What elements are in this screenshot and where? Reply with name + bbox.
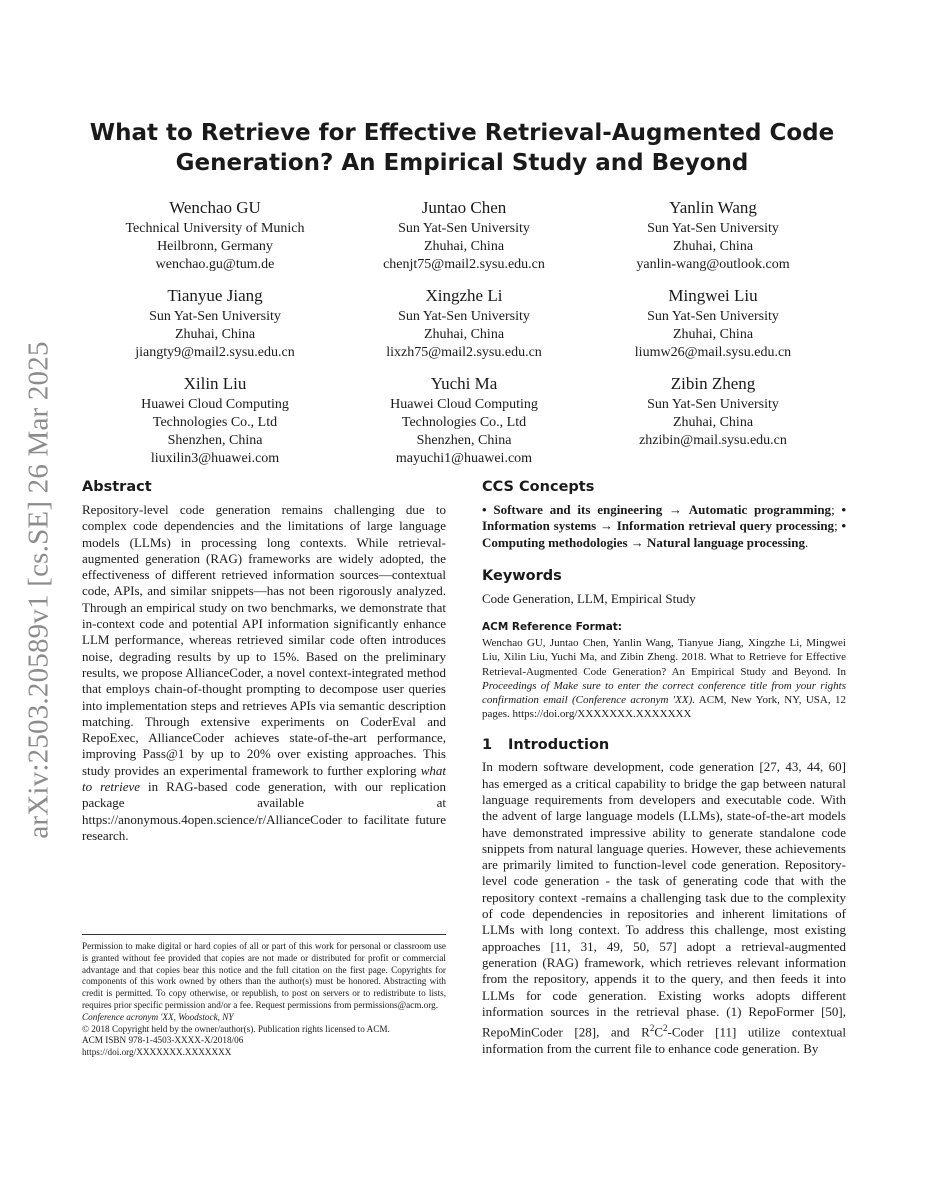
abstract-emphasis: what to retrieve	[82, 762, 446, 795]
author-affiliation: Technologies Co., Ltd	[152, 415, 278, 430]
paper-title	[82, 118, 842, 178]
conference-name: Conference acronym 'XX, Woodstock, NY	[82, 1011, 234, 1022]
author-affiliation: Technologies Co., Ltd	[401, 415, 527, 430]
right-column	[482, 478, 846, 1057]
section-title: Introduction	[508, 737, 610, 754]
author-location: Zhuhai, China	[672, 327, 754, 342]
ccs-term: Information retrieval query processing	[616, 518, 835, 534]
author-email: wenchao.gu@tum.de	[155, 257, 275, 272]
author-email: zhzibin@mail.sysu.edu.cn	[639, 433, 787, 448]
author-affiliation: Sun Yat-Sen University	[647, 397, 779, 412]
author-affiliation: Sun Yat-Sen University	[647, 221, 779, 236]
author-block	[100, 285, 330, 362]
author-location: Zhuhai, China	[423, 239, 505, 254]
author-email: liumw26@mail.sysu.edu.cn	[634, 345, 792, 360]
ccs-term: Information systems	[482, 518, 597, 534]
author-block	[100, 373, 330, 468]
author-affiliation: Huawei Cloud Computing	[390, 397, 538, 412]
arrow-icon: →	[600, 518, 613, 534]
ccs-term: Computing methodologies	[482, 534, 628, 550]
ccs-term: Natural language processing	[647, 534, 805, 550]
title-line-1: What to Retrieve for Effective Retrieval-Augmented Code	[89, 120, 835, 146]
author-name: Wenchao GU	[169, 198, 261, 217]
keywords-heading: Keywords	[482, 567, 562, 584]
intro-text-part: -Coder [11] utilize contextual information from the current file to enhance code generation. By	[482, 1024, 846, 1056]
bullet-icon: •	[841, 518, 846, 534]
reference-text-part: ACM, New York, NY, USA, 12 pages. https://doi.org/XXXXXXX.XXXXXXX	[482, 694, 846, 721]
ccs-term: Software and its engineering	[493, 502, 663, 517]
intro-text-part: C	[654, 1024, 663, 1040]
copyright-line: © 2018 Copyright held by the owner/author(s). Publication rights licensed to ACM.	[82, 1023, 390, 1034]
reference-text-part: Wenchao GU, Juntao Chen, Yanlin Wang, Tianyue Jiang, Xingzhe Li, Mingwei Liu, Xilin Liu, Yuchi Ma, and Zibin Zheng. 2018. What to Retrieve for Effective Retrieval-Augmented Code Generation? An Empirical Study and Beyond. In	[482, 637, 846, 678]
copyright-footnote	[82, 934, 446, 1059]
author-location: Heilbronn, Germany	[157, 239, 273, 254]
abstract-text-part: Repository-level code generation remains challenging due to complex code dependencies and the limitations of large language models (LLMs) in processing long contexts. While retrieval-augmented generation (RAG) frameworks are widely adopted, the effectiveness of different retrieved information sources—contextual code, APIs, and similar snippets—has not been rigorously analyzed. Through an empirical study on two benchmarks, we demonstrate that in-context code and potential API information significantly enhance LLM performance, whereas retrieved similar code often introduces noise, degrading results by up to 15%. Based on the preliminary results, we propose AllianceCoder, a novel context-integrated method that employs chain-of-thought prompting to decompose user queries into implementation steps and retrieves APIs via semantic description matching. Through extensive experiments on CoderEval and RepoExec, AllianceCoder achieves state-of-the-art performance, improving Pass@1 by up to 20% over existing approaches. This study provides an experimental framework to further exploring	[82, 502, 446, 778]
intro-text-part: In modern software development, code generation [27, 43, 44, 60] has emerged as a critical capability to bridge the gap between natural language requirements from developers and executable code. With the advent of large language models (LLMs), state-of-the-art models have demonstrated impressive ability to generate standalone code snippets from natural language queries. However, these achievements are primarily limited to function-level code generation. Repository-level code generation - the task of generating code that with the repository context -remains a challenging task due to the complexity of code dependencies in repositories and inherent limitations of LLMs with long context. To address this challenge, most existing approaches [11, 31, 49, 50, 57] adopt a retrieval-augmented generation (RAG) framework, which retrieves relevant information from the repository, appends it to the query, and then feeds it into LLMs for code generation. Existing works adopts different information sources in the retrieval phase. (1) RepoFormer [50], RepoMinCoder [28], and R	[482, 759, 846, 1040]
ccs-concepts: • Software and its engineering → Automatic programming; • Information systems → Information retrieval query processing; • Computing methodologies → Natural language processing.	[482, 502, 847, 550]
author-affiliation: Sun Yat-Sen University	[149, 309, 281, 324]
abstract-text	[82, 502, 446, 844]
author-block	[349, 197, 579, 274]
author-name: Yanlin Wang	[669, 198, 757, 217]
author-location: Zhuhai, China	[672, 239, 754, 254]
author-location: Zhuhai, China	[174, 327, 256, 342]
author-affiliation: Huawei Cloud Computing	[141, 397, 289, 412]
author-block	[598, 373, 828, 450]
superscript: 2	[663, 1023, 668, 1034]
keywords-text: Code Generation, LLM, Empirical Study	[482, 590, 696, 606]
author-email: yanlin-wang@outlook.com	[636, 257, 790, 272]
author-location: Zhuhai, China	[423, 327, 505, 342]
author-name: Zibin Zheng	[670, 374, 756, 393]
bullet-icon: •	[841, 502, 847, 517]
permission-notice: Permission to make digital or hard copies of all or part of this work for personal or classroom use is granted without fee provided that copies are not made or distributed for profit or commercial advantage and that copies bear this notice and the full citation on the first page. Copyrights for components of this work owned by others than the author(s) must be honored. Abstracting with credit is permitted. To copy otherwise, or republish, to post on servers or to redistribute to lists, requires prior specific permission and/or a fee. Request permissions from permissions@acm.org.	[82, 941, 446, 1010]
bullet-icon: •	[482, 502, 487, 517]
author-block	[598, 197, 828, 274]
author-name: Tianyue Jiang	[167, 286, 263, 305]
author-affiliation: Sun Yat-Sen University	[398, 309, 530, 324]
author-name: Xilin Liu	[183, 374, 247, 393]
section-number: 1	[482, 737, 493, 754]
title-line-2: Generation? An Empirical Study and Beyond	[175, 150, 749, 176]
author-location: Shenzhen, China	[416, 433, 512, 448]
author-location: Zhuhai, China	[672, 415, 754, 430]
author-block	[349, 285, 579, 362]
ccs-heading: CCS Concepts	[482, 479, 595, 495]
reference-venue: Proceedings of Make sure to enter the correct conference title from your rights confirmation email (Conference acronym 'XX).	[482, 679, 846, 706]
author-email: mayuchi1@huawei.com	[395, 451, 533, 466]
isbn-line: ACM ISBN 978-1-4503-XXXX-X/2018/06	[82, 1035, 244, 1046]
doi-link: https://doi.org/XXXXXXX.XXXXXXX	[82, 1047, 232, 1058]
author-email: lixzh75@mail2.sysu.edu.cn	[386, 345, 542, 360]
author-name: Xingzhe Li	[425, 286, 503, 305]
author-email: liuxilin3@huawei.com	[150, 451, 280, 466]
author-name: Yuchi Ma	[430, 374, 498, 393]
arrow-icon: →	[630, 534, 644, 550]
author-block	[598, 285, 828, 362]
author-name: Juntao Chen	[421, 198, 507, 217]
author-block	[100, 197, 330, 274]
acm-reference-heading: ACM Reference Format:	[482, 621, 622, 634]
author-affiliation: Sun Yat-Sen University	[398, 221, 530, 236]
author-name: Mingwei Liu	[668, 286, 758, 305]
author-block	[349, 373, 579, 468]
superscript: 2	[649, 1023, 655, 1034]
author-affiliation: Technical University of Munich	[125, 221, 305, 236]
arrow-icon: →	[668, 502, 682, 517]
arxiv-identifier	[14, 320, 64, 860]
arxiv-identifier-text: arXiv:2503.20589v1 [cs.SE] 26 Mar 2025	[22, 341, 55, 839]
author-email: chenjt75@mail2.sysu.edu.cn	[383, 257, 545, 272]
abstract-heading: Abstract	[82, 479, 152, 495]
left-column	[82, 478, 446, 844]
abstract-text-part: in RAG-based code generation, with our replication package available at https://anonymous.4open.science/r/AllianceCoder to facilitate future research.	[82, 779, 446, 843]
author-location: Shenzhen, China	[167, 433, 263, 448]
introduction-heading	[482, 737, 846, 753]
acm-reference-text	[482, 636, 846, 721]
ccs-term: Automatic programming	[688, 502, 832, 517]
introduction-text	[482, 759, 846, 1057]
author-affiliation: Sun Yat-Sen University	[647, 309, 779, 324]
conference-info	[82, 1012, 446, 1024]
author-email: jiangty9@mail2.sysu.edu.cn	[135, 345, 295, 360]
